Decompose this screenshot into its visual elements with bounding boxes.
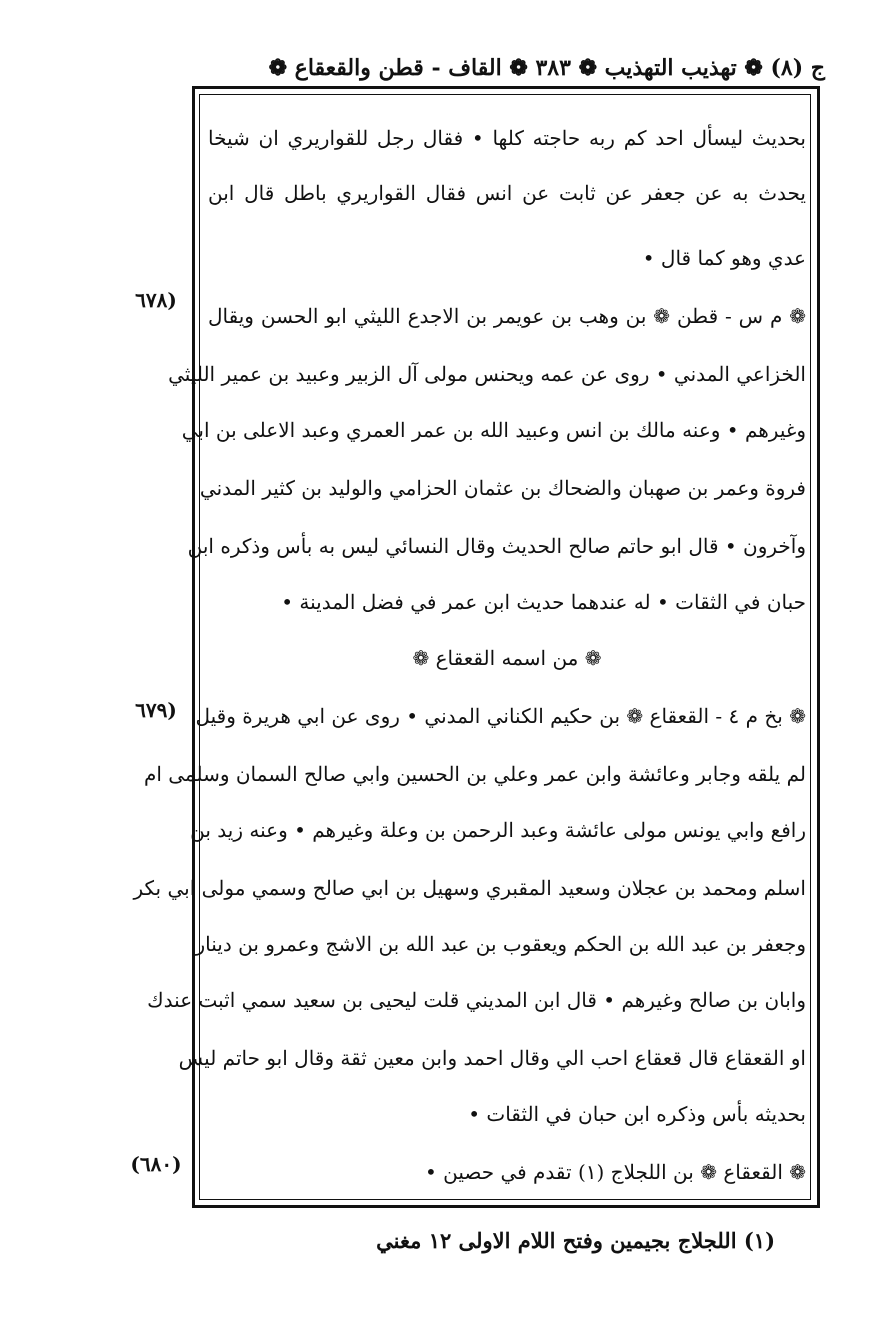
text-line-5: الخزاعي المدني • روى عن عمه ويحنس مولى آل الزبير وعبيد بن عمير الليثي <box>168 362 806 386</box>
running-header: ج (٨) ❁ تهذيب التهذيب ❁ ٣٨٣ ❁ القاف - قطن والقعقاع ❁ <box>268 55 825 81</box>
entry-qatan-heading-line: ❁ م س - قطن ❁ بن وهب بن عويمر بن الاجدع الليثي ابو الحسن ويقال <box>208 304 806 328</box>
text-line-6: وغيرهم • وعنه مالك بن انس وعبيد الله بن عمر العمري وعبد الاعلى بن ابي <box>181 418 806 442</box>
entry-qaqaa-lajlaj-line: ❁ القعقاع ❁ بن اللجلاج (١) تقدم في حصين • <box>424 1160 806 1184</box>
entry-number-678: (٦٧٨ <box>135 288 177 312</box>
text-line-15: وجعفر بن عبد الله بن الحكم ويعقوب بن عبد الله بن الاشج وعمرو بن دينار <box>195 932 806 956</box>
text-line-14: اسلم ومحمد بن عجلان وسعيد المقبري وسهيل بن ابي صالح وسمي مولى ابي بكر <box>133 876 806 900</box>
text-line-2: يحدث به عن جعفر عن ثابت عن انس فقال القواريري باطل قال ابن <box>208 181 806 205</box>
text-line-16: وابان بن صالح وغيرهم • قال ابن المديني قلت ليحيى بن سعيد سمي اثبت عندك <box>147 988 806 1012</box>
text-line-9: حبان في الثقات • له عندهما حديث ابن عمر في فضل المدينة • <box>281 590 806 614</box>
entry-number-680: (٦٨٠) <box>130 1152 182 1176</box>
text-line-8: وآخرون • قال ابو حاتم صالح الحديث وقال النسائي ليس به بأس وذكره ابن <box>187 534 806 558</box>
text-line-7: فروة وعمر بن صهبان والضحاك بن عثمان الحزامي والوليد بن كثير المدني <box>199 476 806 500</box>
entry-number-679: (٦٧٩ <box>135 698 177 722</box>
text-line-12: لم يلقه وجابر وعائشة وابن عمر وعلي بن الحسين وابي صالح السمان وسلمى ام <box>143 762 806 786</box>
text-line-1: بحديث ليسأل احد كم ربه حاجته كلها • فقال رجل للقواريري ان شيخا <box>208 126 806 150</box>
section-heading: ❁ من اسمه القعقاع ❁ <box>412 646 602 670</box>
text-line-18: بحديثه بأس وذكره ابن حبان في الثقات • <box>468 1102 806 1126</box>
footnote: (١) اللجلاج بجيمين وفتح اللام الاولى ١٢ مغني <box>376 1228 775 1253</box>
text-line-3: عدي وهو كما قال • <box>642 246 806 270</box>
entry-qaqaa-heading-line: ❁ بخ م ٤ - القعقاع ❁ بن حكيم الكناني المدني • روى عن ابي هريرة وقيل <box>195 704 806 728</box>
text-line-17: او القعقاع قال قعقاع احب الي وقال احمد وابن معين ثقة وقال ابو حاتم ليس <box>178 1046 806 1070</box>
text-line-13: رافع وابي يونس مولى عائشة وعبد الرحمن بن وعلة وغيرهم • وعنه زيد بن <box>190 818 806 842</box>
